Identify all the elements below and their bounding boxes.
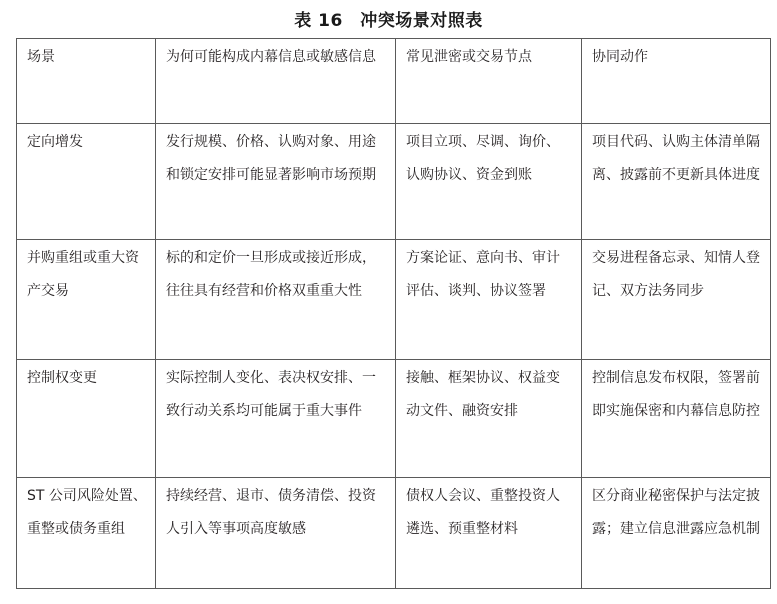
- cell-reason: 标的和定价一旦形成或接近形成，往往具有经营和价格双重重大性: [156, 240, 396, 360]
- table-row: [17, 240, 771, 360]
- table-header-row: [17, 39, 771, 124]
- cell-reason: 持续经营、退市、债务清偿、投资人引入等事项高度敏感: [156, 478, 396, 589]
- conflict-scenario-table: [16, 38, 771, 589]
- header-scenario: 场景: [17, 39, 156, 124]
- header-leak-nodes: 常见泄密或交易节点: [396, 39, 582, 124]
- cell-scenario: ST 公司风险处置、重整或债务重组: [17, 478, 156, 589]
- cell-reason: 实际控制人变化、表决权安排、一致行动关系均可能属于重大事件: [156, 360, 396, 478]
- cell-leak-nodes: 项目立项、尽调、询价、认购协议、资金到账: [396, 124, 582, 240]
- cell-reason: 发行规模、价格、认购对象、用途和锁定安排可能显著影响市场预期: [156, 124, 396, 240]
- header-coordination: 协同动作: [582, 39, 771, 124]
- cell-scenario: 并购重组或重大资产交易: [17, 240, 156, 360]
- cell-leak-nodes: 接触、框架协议、权益变动文件、融资安排: [396, 360, 582, 478]
- header-reason: 为何可能构成内幕信息或敏感信息: [156, 39, 396, 124]
- cell-coordination: 交易进程备忘录、知情人登记、双方法务同步: [582, 240, 771, 360]
- cell-scenario: 控制权变更: [17, 360, 156, 478]
- table-row: [17, 124, 771, 240]
- table-caption: 表 16 冲突场景对照表: [294, 11, 483, 31]
- cell-coordination: 控制信息发布权限，签署前即实施保密和内幕信息防控: [582, 360, 771, 478]
- cell-coordination: 项目代码、认购主体清单隔离、披露前不更新具体进度: [582, 124, 771, 240]
- cell-coordination: 区分商业秘密保护与法定披露；建立信息泄露应急机制: [582, 478, 771, 589]
- table-row: [17, 360, 771, 478]
- cell-scenario: 定向增发: [17, 124, 156, 240]
- table-row: [17, 478, 771, 589]
- cell-leak-nodes: 债权人会议、重整投资人遴选、预重整材料: [396, 478, 582, 589]
- cell-leak-nodes: 方案论证、意向书、审计评估、谈判、协议签署: [396, 240, 582, 360]
